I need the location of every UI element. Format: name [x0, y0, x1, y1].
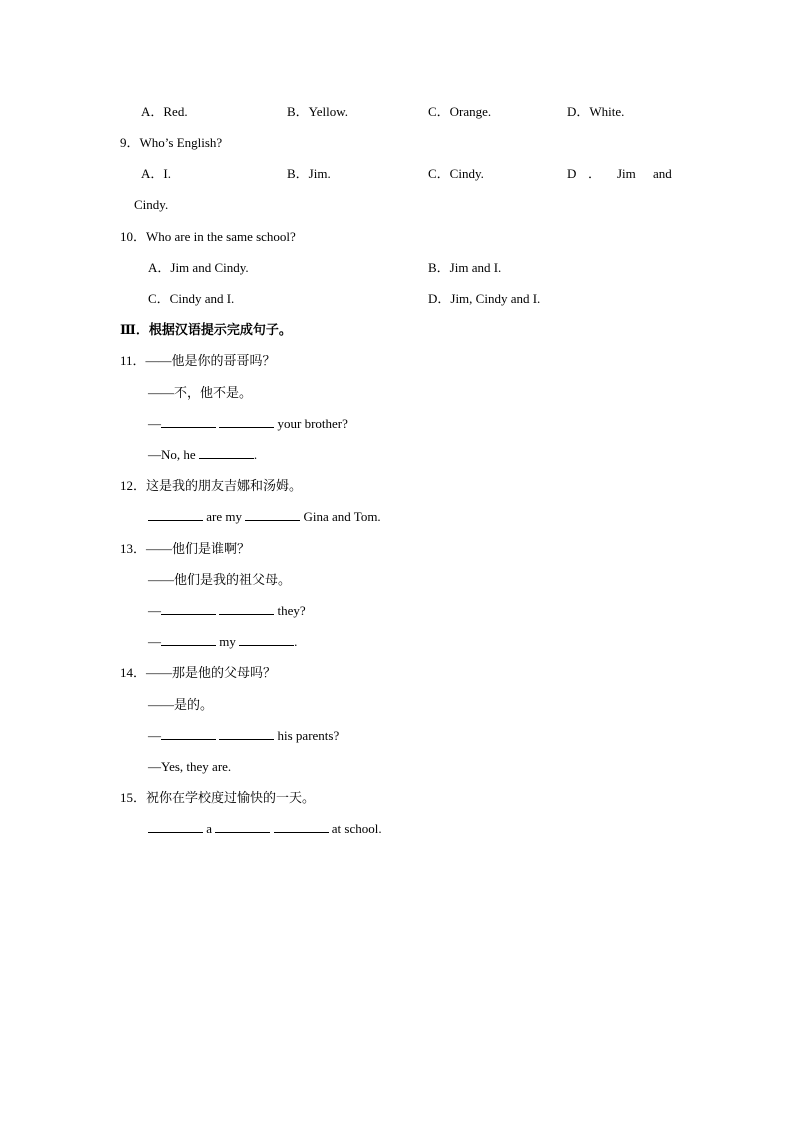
- q12-number: 12．: [120, 478, 147, 493]
- answer-blank[interactable]: [148, 821, 203, 833]
- q9-option-a: A．I.: [141, 166, 171, 181]
- q11-english-2-text: —No, he: [148, 447, 199, 462]
- q9-option-d-continued: Cindy.: [134, 197, 169, 212]
- period: .: [253, 447, 258, 462]
- period: .: [294, 634, 298, 649]
- section-heading: Ⅲ．根据汉语提示完成句子。: [120, 322, 292, 337]
- q14-english-2: —Yes, they are.: [148, 759, 232, 774]
- q13-english-2: [148, 634, 297, 650]
- q11-english-1: [148, 416, 348, 432]
- q8-option-d: D．White.: [567, 104, 625, 119]
- q15-prompt: [120, 790, 315, 806]
- answer-blank[interactable]: [161, 634, 216, 646]
- q9-question: 9．Who’s English?: [120, 135, 223, 150]
- q10-option-d: D．Jim, Cindy and I.: [428, 291, 541, 306]
- answer-blank[interactable]: [219, 416, 274, 428]
- answer-blank[interactable]: [161, 416, 216, 428]
- q13-english-1: [148, 603, 306, 619]
- q14-english-1: [148, 728, 339, 744]
- answer-blank[interactable]: [219, 728, 274, 740]
- q13-chinese-2: ——他们是我的祖父母。: [148, 572, 292, 587]
- q9-option-d-letter: D: [567, 166, 577, 181]
- q11-english-1-text: your brother?: [274, 416, 348, 431]
- q12-chinese-1: 这是我的朋友吉娜和汤姆。: [146, 478, 303, 493]
- q13-prompt: [120, 541, 250, 557]
- q8-option-b: B．Yellow.: [287, 104, 349, 119]
- q11-chinese-1: ——他是你的哥哥吗？: [145, 353, 276, 368]
- answer-blank[interactable]: [199, 447, 254, 459]
- q15-text-mid: a: [203, 821, 216, 836]
- q13-number: 13．: [120, 541, 147, 556]
- dash: —: [148, 728, 161, 743]
- q13-text-mid: my: [216, 634, 240, 649]
- q12-prompt: [120, 478, 302, 494]
- q10-option-c: C．Cindy and I.: [148, 291, 235, 306]
- q9-option-d-word1: Jim: [617, 166, 636, 181]
- q15-english-1: [148, 821, 382, 837]
- q9-option-d-word2: and: [653, 166, 672, 181]
- answer-blank[interactable]: [148, 509, 203, 521]
- answer-blank[interactable]: [215, 821, 270, 833]
- q13-chinese-1: ——他们是谁啊？: [146, 541, 251, 556]
- q14-chinese-2: ——是的。: [148, 697, 214, 712]
- q9-option-c: C．Cindy.: [428, 166, 484, 181]
- q14-prompt: [120, 665, 276, 681]
- q15-chinese-1: 祝你在学校度过愉快的一天。: [146, 790, 316, 805]
- q15-number: 15．: [120, 790, 147, 805]
- q10-question: 10．Who are in the same school?: [120, 229, 296, 244]
- answer-blank[interactable]: [239, 634, 294, 646]
- q14-chinese-1: ——那是他的父母吗？: [146, 665, 277, 680]
- answer-blank[interactable]: [219, 603, 274, 615]
- q9-option-d-dot: ．: [588, 166, 602, 181]
- q11-prompt: [120, 353, 276, 369]
- dash: —: [148, 416, 161, 431]
- answer-blank[interactable]: [161, 603, 216, 615]
- q11-english-2: [148, 447, 257, 463]
- q15-text-tail: at school.: [328, 821, 382, 836]
- answer-blank[interactable]: [161, 728, 216, 740]
- q12-english-1: [148, 509, 381, 525]
- q12-text-mid: are my: [203, 509, 246, 524]
- q13-english-1-text: they?: [274, 603, 306, 618]
- q8-option-a: A．Red.: [141, 104, 188, 119]
- q11-chinese-2: ——不，他不是。: [148, 385, 253, 400]
- q14-number: 14．: [120, 665, 147, 680]
- answer-blank[interactable]: [245, 509, 300, 521]
- q9-option-b: B．Jim.: [287, 166, 331, 181]
- q11-number: 11．: [120, 353, 146, 368]
- q10-option-b: B．Jim and I.: [428, 260, 502, 275]
- q10-option-a: A．Jim and Cindy.: [148, 260, 249, 275]
- answer-blank[interactable]: [274, 821, 329, 833]
- q8-option-c: C．Orange.: [428, 104, 492, 119]
- q12-text-tail: Gina and Tom.: [300, 509, 381, 524]
- q14-english-1-text: his parents?: [274, 728, 340, 743]
- dash: —: [148, 634, 161, 649]
- dash: —: [148, 603, 161, 618]
